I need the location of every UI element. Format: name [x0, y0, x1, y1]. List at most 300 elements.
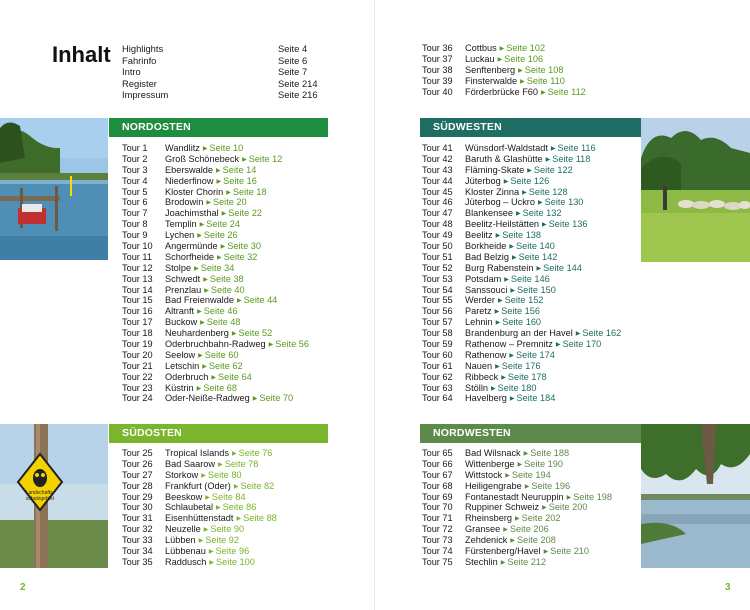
tour-number: Tour 49 [422, 230, 453, 241]
tour-number: Tour 30 [122, 502, 153, 513]
tour-name: Luckau [465, 53, 495, 64]
triangle-right-icon: ▶ [527, 167, 532, 174]
tour-number: Tour 33 [122, 535, 153, 546]
tour-number: Tour 24 [122, 393, 153, 404]
tour-entry[interactable] [422, 252, 662, 263]
tour-name: Neuhardenberg [165, 328, 229, 339]
tour-number: Tour 55 [422, 295, 453, 306]
tour-number: Tour 62 [422, 371, 453, 382]
tour-entry[interactable] [122, 208, 372, 219]
tour-number: Tour 23 [122, 382, 153, 393]
tour-page: Seite 14 [222, 164, 257, 175]
section-header-suedwesten: SÜDWESTEN [420, 118, 641, 137]
tour-entry[interactable] [422, 87, 662, 98]
tour-name: Wittstock [465, 469, 503, 480]
tour-entry[interactable] [422, 470, 662, 481]
intro-item[interactable] [122, 43, 322, 55]
tour-entry[interactable] [122, 306, 372, 317]
triangle-right-icon: ▶ [516, 211, 521, 218]
tour-entry[interactable] [122, 241, 372, 252]
tour-number: Tour 29 [122, 491, 153, 502]
tour-entry[interactable] [422, 339, 662, 350]
tour-number: Tour 32 [122, 524, 153, 535]
triangle-right-icon: ▶ [206, 200, 211, 207]
tour-name: Lychen [165, 230, 195, 241]
tour-name: Stolpe [165, 262, 192, 273]
tour-page: Seite 76 [238, 448, 273, 458]
tour-page: Seite 160 [502, 317, 542, 328]
tour-number: Tour 3 [122, 164, 148, 175]
tour-page: Seite 38 [209, 273, 244, 284]
tour-number: Tour 36 [422, 43, 453, 53]
tour-name: Eisenhüttenstadt [165, 513, 234, 524]
tour-entry[interactable] [122, 197, 372, 208]
tour-name: Beelitz [465, 230, 493, 241]
tour-page: Seite 80 [207, 469, 242, 480]
tour-entry[interactable] [122, 285, 372, 296]
triangle-right-icon: ▶ [505, 472, 510, 479]
tour-page: Seite 118 [552, 153, 591, 164]
triangle-right-icon: ▶ [232, 451, 237, 457]
tour-entry[interactable] [122, 328, 372, 339]
triangle-right-icon: ▶ [203, 527, 209, 534]
tour-page: Seite 142 [518, 251, 558, 262]
tour-number: Tour 50 [422, 241, 453, 252]
tour-number: Tour 69 [422, 491, 453, 502]
tour-page: Seite 60 [204, 349, 239, 360]
tour-name: Nauen [465, 360, 493, 371]
tour-number: Tour 68 [422, 480, 453, 491]
tour-entry[interactable] [422, 197, 662, 208]
tour-number: Tour 44 [422, 175, 453, 186]
tour-number: Tour 75 [422, 556, 453, 567]
tour-entry[interactable] [422, 383, 662, 394]
tour-number: Tour 42 [422, 153, 453, 164]
tour-list-suedosten [122, 448, 372, 568]
tour-entry[interactable] [122, 524, 372, 535]
tour-entry[interactable] [422, 557, 662, 568]
tour-number: Tour 65 [422, 448, 453, 458]
tour-number: Tour 37 [422, 53, 453, 64]
triangle-right-icon: ▶ [509, 352, 514, 359]
triangle-right-icon: ▶ [198, 352, 203, 359]
tour-page: Seite 208 [517, 535, 556, 546]
tour-page: Seite 68 [203, 382, 237, 393]
tour-page: Seite 20 [212, 197, 247, 208]
tour-name: Bad Wilsnack [465, 448, 521, 458]
tour-page: Seite 10 [209, 143, 244, 153]
tour-page: Seite 96 [215, 546, 250, 557]
tour-number: Tour 70 [422, 502, 453, 513]
triangle-right-icon: ▶ [497, 298, 503, 305]
tour-name: Frankfurt (Oder) [165, 480, 231, 491]
tour-number: Tour 28 [122, 480, 153, 491]
tour-entry[interactable] [122, 295, 372, 306]
tour-entry[interactable] [422, 328, 662, 339]
intro-page: Seite 7 [278, 66, 308, 77]
tour-name: Oder-Neiße-Radweg [165, 393, 250, 404]
tour-page: Seite 86 [222, 502, 257, 513]
tour-entry[interactable] [422, 492, 662, 503]
tour-entry[interactable] [122, 557, 372, 568]
tour-entry[interactable] [122, 165, 372, 176]
tour-list-suedwesten [422, 143, 662, 404]
tour-entry[interactable] [422, 65, 662, 76]
tour-number: Tour 25 [122, 448, 153, 458]
tour-number: Tour 57 [422, 317, 453, 328]
tour-name: Havelberg [465, 393, 507, 404]
page-number-right: 3 [725, 582, 731, 593]
triangle-right-icon: ▶ [209, 559, 214, 566]
tour-page: Seite 176 [501, 360, 541, 371]
tour-entry[interactable] [422, 502, 662, 513]
tour-entry[interactable] [122, 513, 372, 524]
tour-entry[interactable] [422, 176, 662, 187]
tour-entry[interactable] [422, 372, 662, 383]
tour-entry[interactable] [122, 393, 372, 404]
tour-number: Tour 41 [422, 143, 453, 153]
tour-name: Buckow [165, 317, 198, 328]
tour-entry[interactable] [422, 263, 662, 274]
triangle-right-icon: ▶ [197, 233, 202, 240]
tour-name: Cottbus [465, 43, 497, 53]
triangle-right-icon: ▶ [518, 67, 523, 74]
tour-entry[interactable] [122, 339, 372, 350]
tour-entry[interactable] [122, 372, 372, 383]
tour-entry[interactable] [422, 285, 662, 296]
tour-number: Tour 66 [422, 458, 453, 469]
triangle-right-icon: ▶ [515, 516, 520, 523]
tour-entry[interactable] [122, 502, 372, 513]
tour-entry[interactable] [422, 350, 662, 361]
tour-entry[interactable] [422, 230, 662, 241]
tour-entry[interactable] [122, 470, 372, 481]
tour-name: Tropical Islands [165, 448, 229, 458]
tour-name: Rheinsberg [465, 513, 512, 524]
triangle-right-icon: ▶ [495, 320, 501, 327]
triangle-right-icon: ▶ [542, 222, 547, 229]
tour-entry[interactable] [122, 481, 372, 492]
intro-label: Intro [122, 66, 141, 77]
tour-entry[interactable] [422, 459, 662, 470]
triangle-right-icon: ▶ [536, 265, 542, 272]
tour-number: Tour 56 [422, 306, 453, 317]
triangle-right-icon: ▶ [494, 309, 500, 316]
tour-entry[interactable] [122, 219, 372, 230]
tour-number: Tour 26 [122, 458, 153, 469]
tour-entry[interactable] [122, 154, 372, 165]
tour-number: Tour 38 [422, 64, 453, 75]
tour-page: Seite 178 [507, 371, 547, 382]
tour-entry[interactable] [122, 230, 372, 241]
tour-entry[interactable] [122, 492, 372, 503]
tour-entry[interactable] [122, 317, 372, 328]
triangle-right-icon: ▶ [216, 178, 222, 185]
tour-entry[interactable] [122, 263, 372, 274]
tour-page: Seite 202 [521, 513, 561, 524]
tour-page: Seite 22 [228, 208, 262, 219]
sign-text-line-2: schutzgebiet [25, 496, 55, 502]
tour-page: Seite 70 [259, 393, 294, 404]
tour-name: Heiligengrabe [465, 480, 522, 491]
tour-name: Angermünde [165, 241, 218, 252]
tour-number: Tour 43 [422, 164, 453, 175]
tour-page: Seite 112 [547, 86, 586, 97]
tour-name: Eberswalde [165, 164, 214, 175]
tour-entry[interactable] [422, 208, 662, 219]
triangle-right-icon: ▶ [231, 331, 237, 338]
intro-label: Register [122, 77, 157, 89]
tour-number: Tour 40 [422, 86, 453, 97]
tour-entry[interactable] [122, 274, 372, 285]
triangle-right-icon: ▶ [499, 46, 505, 52]
tour-name: Senftenberg [465, 64, 516, 75]
tour-name: Kloster Zinna [465, 186, 520, 197]
tour-page: Seite 156 [501, 306, 541, 317]
tour-entry[interactable] [422, 317, 662, 328]
tour-page: Seite 136 [548, 219, 588, 230]
tour-page: Seite 108 [524, 64, 564, 75]
tour-page: Seite 26 [203, 230, 238, 241]
tour-entry[interactable] [122, 176, 372, 187]
tour-number: Tour 6 [122, 197, 148, 208]
tour-entry[interactable] [422, 513, 662, 524]
tour-page: Seite 64 [218, 371, 252, 382]
triangle-right-icon: ▶ [542, 505, 547, 512]
tour-entry[interactable] [422, 165, 662, 176]
triangle-right-icon: ▶ [555, 342, 561, 349]
tour-name: Brodowin [165, 197, 204, 208]
tour-number: Tour 54 [422, 284, 453, 295]
intro-item[interactable] [122, 78, 322, 90]
tour-page: Seite 24 [206, 219, 241, 230]
tour-number: Tour 45 [422, 186, 453, 197]
triangle-right-icon: ▶ [523, 451, 529, 457]
nature-reserve-sign-photo [0, 424, 108, 568]
tour-number: Tour 59 [422, 339, 453, 350]
tour-name: Fürstenberg/Havel [465, 546, 541, 557]
tour-entry[interactable] [122, 535, 372, 546]
tour-entry[interactable] [422, 546, 662, 557]
tour-name: Wandlitz [165, 143, 200, 153]
tour-entry[interactable] [122, 361, 372, 372]
intro-item[interactable] [122, 66, 322, 78]
tour-entry[interactable] [422, 306, 662, 317]
tour-name: Letschin [165, 360, 200, 371]
tour-name: Wittenberge [465, 458, 515, 469]
tour-entry[interactable] [122, 143, 372, 154]
tour-entry[interactable] [122, 252, 372, 263]
triangle-right-icon: ▶ [504, 276, 509, 283]
triangle-right-icon: ▶ [495, 233, 501, 240]
triangle-right-icon: ▶ [199, 222, 205, 229]
tour-number: Tour 12 [122, 262, 153, 273]
tour-entry[interactable] [422, 295, 662, 306]
tour-list-continued [422, 43, 662, 97]
tour-number: Tour 18 [122, 328, 153, 339]
tour-number: Tour 34 [122, 546, 153, 557]
triangle-right-icon: ▶ [236, 298, 242, 305]
tour-number: Tour 71 [422, 513, 453, 524]
tour-entry[interactable] [122, 350, 372, 361]
tour-entry[interactable] [122, 187, 372, 198]
tour-entry[interactable] [422, 187, 662, 198]
tour-page: Seite 200 [548, 502, 588, 513]
triangle-right-icon: ▶ [202, 363, 207, 370]
triangle-right-icon: ▶ [197, 309, 202, 316]
tour-page: Seite 210 [550, 546, 590, 557]
tour-entry[interactable] [122, 459, 372, 470]
tour-name: Baruth & Glashütte [465, 153, 543, 164]
tour-page: Seite 88 [243, 513, 277, 524]
tour-page: Seite 12 [248, 153, 283, 164]
tour-name: Borkheide [465, 241, 507, 252]
tour-entry[interactable] [422, 361, 662, 372]
tour-number: Tour 2 [122, 153, 148, 164]
tour-name: Brandenburg an der Havel [465, 328, 573, 339]
tour-page: Seite 206 [509, 524, 549, 535]
tour-entry-body [465, 557, 546, 570]
tour-entry[interactable] [122, 448, 372, 459]
tour-page: Seite 82 [240, 480, 275, 491]
triangle-right-icon: ▶ [252, 396, 258, 403]
tour-number: Tour 15 [122, 295, 153, 306]
triangle-right-icon: ▶ [211, 374, 217, 381]
page-title: Inhalt [52, 42, 111, 67]
tour-entry[interactable] [422, 448, 662, 459]
triangle-right-icon: ▶ [201, 472, 206, 479]
tour-name: Wünsdorf-Waldstadt [465, 143, 548, 153]
tour-name: Schlaubetal [165, 502, 214, 513]
triangle-right-icon: ▶ [198, 538, 204, 545]
tour-name: Templin [165, 219, 197, 230]
tour-entry[interactable] [422, 154, 662, 165]
triangle-right-icon: ▶ [205, 494, 210, 501]
tour-entry[interactable] [422, 143, 662, 154]
tour-name: Stölln [465, 382, 488, 393]
tour-entry[interactable] [422, 481, 662, 492]
triangle-right-icon: ▶ [524, 483, 530, 490]
tour-number: Tour 67 [422, 469, 453, 480]
triangle-right-icon: ▶ [510, 538, 516, 545]
tour-page: Seite 170 [562, 339, 602, 350]
triangle-right-icon: ▶ [522, 189, 527, 196]
tour-page: Seite 190 [524, 458, 563, 469]
intro-page: Seite 216 [278, 89, 318, 100]
triangle-right-icon: ▶ [537, 200, 543, 207]
triangle-right-icon: ▶ [497, 56, 503, 63]
triangle-right-icon: ▶ [511, 254, 517, 261]
tour-entry[interactable] [122, 546, 372, 557]
tour-page: Seite 180 [497, 382, 537, 393]
tour-name: Sanssouci [465, 284, 508, 295]
tour-page: Seite 146 [510, 273, 550, 284]
tour-number: Tour 19 [122, 339, 153, 350]
intro-item[interactable] [122, 89, 322, 101]
tour-name: Ruppiner Schweiz [465, 502, 540, 513]
tour-number: Tour 21 [122, 360, 153, 371]
tour-entry[interactable] [122, 383, 372, 394]
tour-number: Tour 20 [122, 349, 153, 360]
triangle-right-icon: ▶ [509, 244, 514, 251]
tour-number: Tour 22 [122, 371, 153, 382]
intro-item[interactable] [122, 55, 322, 67]
tour-page: Seite 48 [206, 317, 241, 328]
tour-page: Seite 100 [216, 556, 255, 567]
triangle-right-icon: ▶ [520, 78, 525, 85]
triangle-right-icon: ▶ [503, 527, 508, 534]
tour-number: Tour 74 [422, 546, 453, 557]
tour-page: Seite 56 [275, 339, 309, 350]
right-page [375, 0, 750, 610]
tour-name: Schwedt [165, 273, 201, 284]
tour-name: Bad Freienwalde [165, 295, 234, 306]
tour-number: Tour 1 [122, 143, 148, 153]
triangle-right-icon: ▶ [196, 385, 202, 392]
tour-page: Seite 132 [522, 208, 562, 219]
tour-name: Joachimsthal [165, 208, 219, 219]
tour-name: Storkow [165, 469, 199, 480]
tour-entry[interactable] [422, 76, 662, 87]
tour-number: Tour 47 [422, 208, 453, 219]
tour-entry[interactable] [422, 241, 662, 252]
tour-entry[interactable] [422, 219, 662, 230]
tour-entry-body [165, 393, 293, 406]
tour-number: Tour 73 [422, 535, 453, 546]
tour-name: Kloster Chorin [165, 186, 224, 197]
triangle-right-icon: ▶ [268, 342, 274, 349]
tour-page: Seite 188 [530, 448, 570, 458]
tour-page: Seite 44 [243, 295, 278, 306]
tour-page: Seite 198 [573, 491, 613, 502]
tour-entry[interactable] [422, 274, 662, 285]
tour-name: Prenzlau [165, 284, 202, 295]
triangle-right-icon: ▶ [216, 167, 221, 174]
intro-page: Seite 6 [278, 54, 308, 66]
tour-name: Lehnin [465, 317, 493, 328]
tour-number: Tour 4 [122, 175, 148, 186]
tour-page: Seite 78 [224, 458, 259, 469]
triangle-right-icon: ▶ [226, 189, 231, 196]
tour-entry[interactable] [422, 535, 662, 546]
tour-page: Seite 106 [504, 53, 544, 64]
tour-entry[interactable] [422, 43, 662, 54]
tour-name: Rathenow [465, 349, 507, 360]
tour-entry[interactable] [422, 524, 662, 535]
section-header-suedosten: SÜDOSTEN [109, 424, 328, 443]
triangle-right-icon: ▶ [233, 483, 239, 490]
tour-name: Schorfheide [165, 251, 215, 262]
sign-text-line-1: Landschafts- [25, 490, 55, 496]
triangle-right-icon: ▶ [550, 146, 556, 152]
tour-number: Tour 72 [422, 524, 453, 535]
triangle-right-icon: ▶ [543, 549, 549, 556]
triangle-right-icon: ▶ [566, 494, 572, 501]
lake-pier-photo [0, 118, 108, 260]
tour-name: Beeskow [165, 491, 203, 502]
intro-page: Seite 214 [278, 77, 318, 89]
tour-name: Niederfinow [165, 175, 214, 186]
triangle-right-icon: ▶ [204, 287, 209, 294]
triangle-right-icon: ▶ [501, 374, 506, 381]
tour-number: Tour 31 [122, 513, 153, 524]
tour-entry[interactable] [422, 393, 662, 404]
triangle-right-icon: ▶ [490, 385, 496, 392]
tour-name: Fontanestadt Neuruppin [465, 491, 564, 502]
tour-name: Neuzelle [165, 524, 201, 535]
tour-number: Tour 48 [422, 219, 453, 230]
tour-entry[interactable] [422, 54, 662, 65]
